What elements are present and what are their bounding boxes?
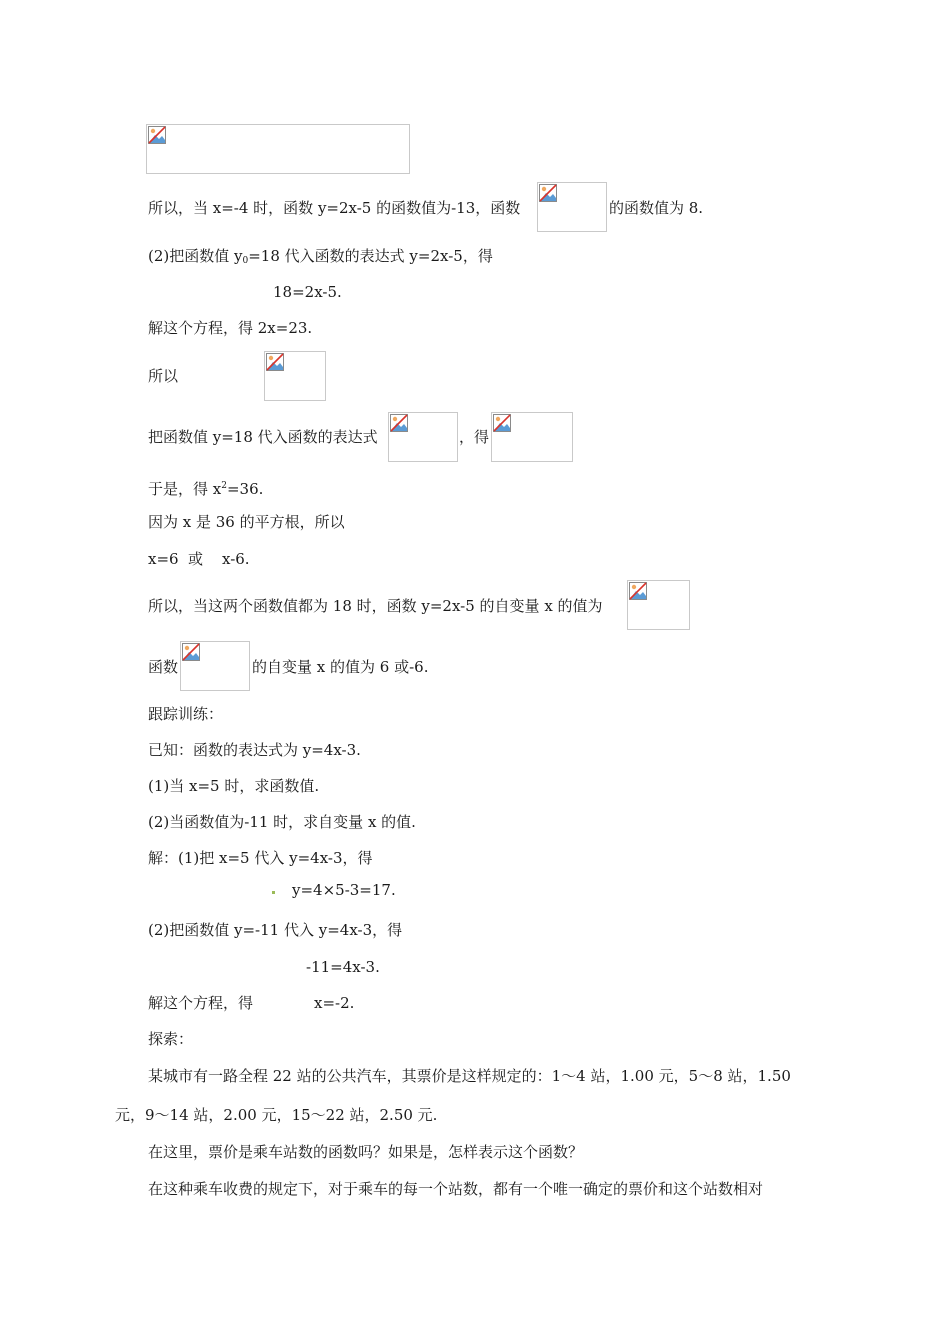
broken-image-icon	[539, 184, 557, 202]
image-placeholder	[264, 351, 326, 401]
text: 在这里，票价是乘车站数的函数吗？如果是，怎样表示这个函数？	[148, 1143, 584, 1161]
text: 的自变量 x 的值为 6 或-6.	[252, 658, 429, 676]
text: 或	[188, 550, 204, 568]
superscript: 2	[221, 481, 227, 491]
text: 某城市有一路全程 22 站的公共汽车，其票价是这样规定的：1～4 站，1.00 元，5～8 站，1.50	[148, 1067, 791, 1085]
text: 在这种乘车收费的规定下，对于乘车的每一个站数，都有一个唯一确定的票价和这个站数相对	[148, 1180, 764, 1198]
text-line	[252, 657, 428, 677]
text-line	[148, 198, 520, 218]
text: (2)把函数值 y=-11 代入 y=4x-3，得	[148, 921, 403, 939]
text: 跟踪训练：	[148, 705, 224, 723]
text-line	[148, 427, 378, 447]
text-line	[148, 1179, 763, 1199]
text: 所以，当这两个函数值都为 18 时，函数 y=2x-5 的自变量 x 的值为	[148, 597, 603, 615]
text-line	[148, 740, 361, 760]
image-placeholder	[627, 580, 690, 630]
equation	[314, 993, 354, 1013]
text-line	[222, 549, 250, 569]
text: 已知：函数的表达式为 y=4x-3.	[148, 741, 361, 759]
text-line	[148, 848, 373, 868]
image-placeholder	[180, 641, 250, 691]
image-placeholder	[388, 412, 458, 462]
text-line	[148, 549, 179, 569]
text-line	[148, 776, 319, 796]
text: ，得	[459, 428, 490, 446]
image-placeholder	[491, 412, 573, 462]
text-line	[148, 1142, 583, 1162]
text: 18=2x-5.	[273, 283, 342, 301]
text: 解：(1)把 x=5 代入 y=4x-3，得	[148, 849, 373, 867]
equation	[306, 957, 380, 977]
section-heading	[148, 704, 223, 724]
decorative-dot	[272, 891, 275, 894]
text: 函数	[148, 658, 179, 676]
text: 元，9～14 站，2.00 元，15～22 站，2.50 元.	[115, 1106, 438, 1124]
text-line	[148, 812, 416, 832]
text: 解这个方程，得 2x=23.	[148, 319, 313, 337]
text: (2)当函数值为-11 时，求自变量 x 的值.	[148, 813, 416, 831]
broken-image-icon	[148, 126, 166, 144]
text-line	[148, 920, 402, 940]
text: 解这个方程，得	[148, 994, 254, 1012]
text-line	[148, 1066, 791, 1086]
broken-image-icon	[493, 414, 511, 432]
text: (1)当 x=5 时，求函数值.	[148, 777, 320, 795]
broken-image-icon	[390, 414, 408, 432]
text: y=4×5-3=17.	[292, 881, 396, 899]
broken-image-icon	[266, 353, 284, 371]
text-line	[148, 366, 178, 386]
text: 的函数值为 8.	[609, 199, 704, 217]
text-line	[148, 512, 345, 532]
section-heading	[148, 1029, 193, 1049]
text-line	[148, 318, 312, 338]
text: 把函数值 y=18 代入函数的表达式	[148, 428, 378, 446]
text: 因为 x 是 36 的平方根，所以	[148, 513, 345, 531]
text: (2)把函数值 y	[148, 247, 243, 265]
equation	[273, 282, 342, 302]
equation	[292, 880, 396, 900]
text: 所以	[148, 367, 179, 385]
text: 于是，得 x	[148, 480, 222, 498]
broken-image-icon	[629, 582, 647, 600]
text-line	[609, 198, 703, 218]
text-line	[148, 993, 253, 1013]
text: x-6.	[222, 550, 250, 568]
broken-image-icon	[182, 643, 200, 661]
image-placeholder	[537, 182, 607, 232]
text: 探索：	[148, 1030, 194, 1048]
text: =36.	[226, 480, 264, 498]
text: x=-2.	[314, 994, 355, 1012]
text-line	[148, 596, 603, 616]
image-placeholder	[146, 124, 410, 174]
text: =18 代入函数的表达式 y=2x-5，得	[248, 247, 493, 265]
text-line	[115, 1105, 437, 1125]
subscript: 0	[242, 256, 249, 266]
text: -11=4x-3.	[306, 958, 380, 976]
text-line	[188, 549, 203, 569]
text: 所以，当 x=-4 时，函数 y=2x-5 的函数值为-13，函数	[148, 199, 521, 217]
text-line	[459, 427, 489, 447]
text-line	[148, 657, 178, 677]
text-line	[148, 246, 493, 271]
text-line	[148, 476, 263, 499]
text: x=6	[148, 550, 179, 568]
